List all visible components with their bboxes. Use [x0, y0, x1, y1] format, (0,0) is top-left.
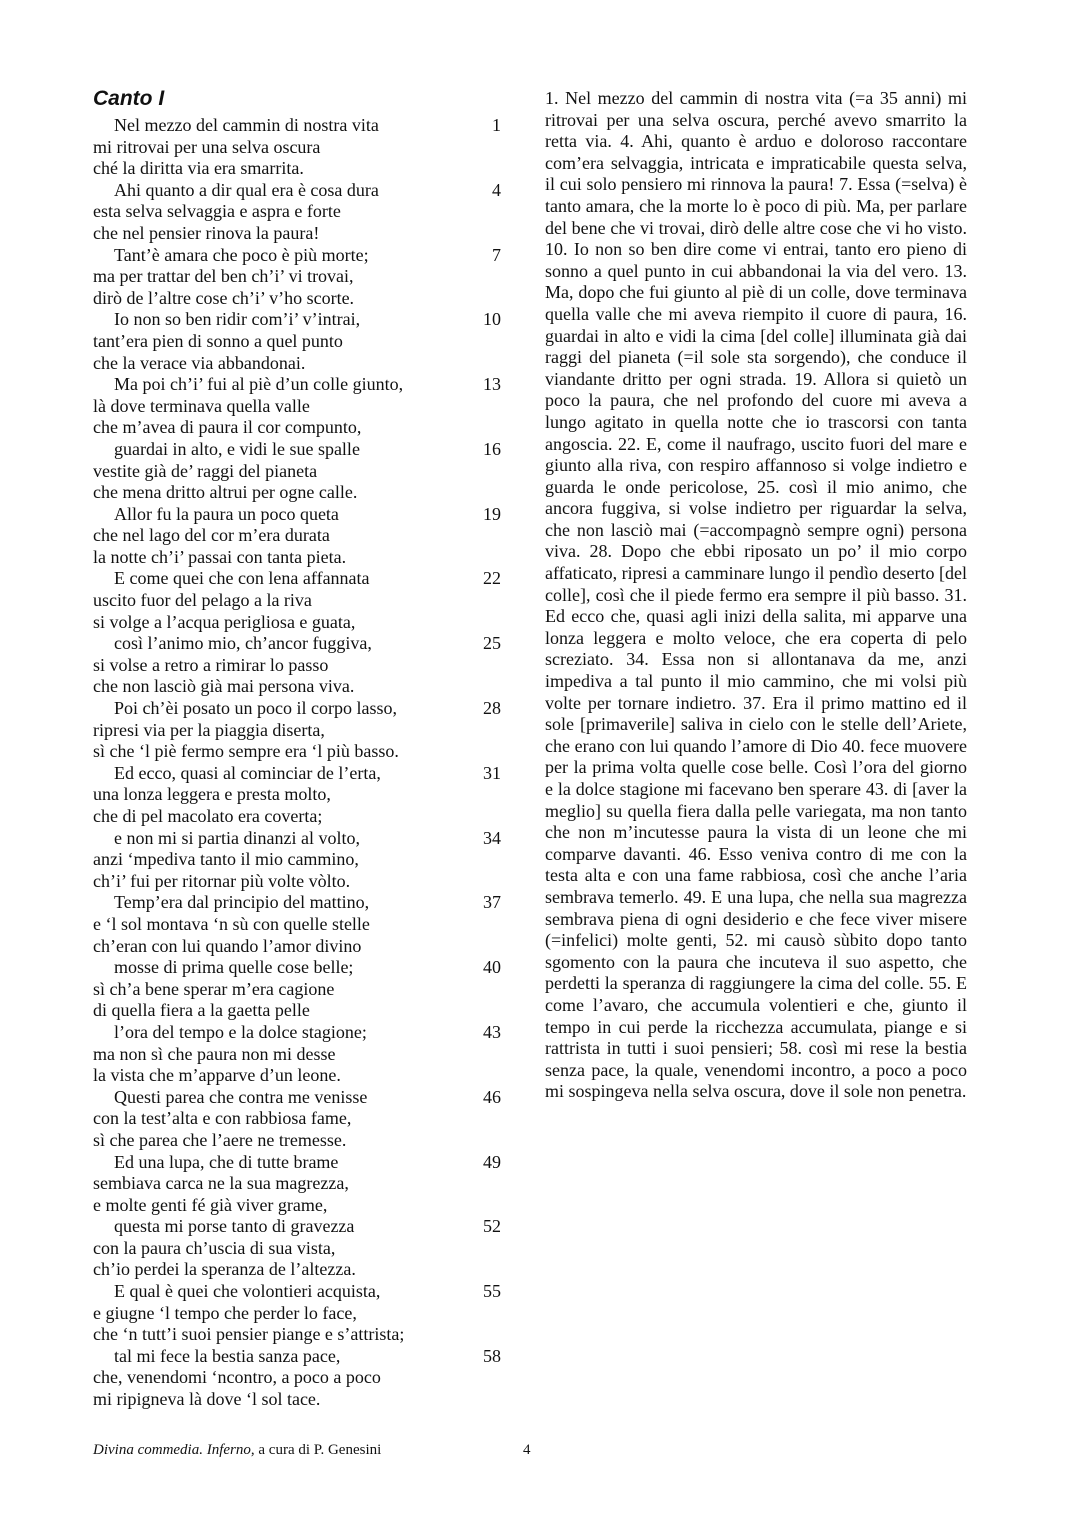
- tercet: [93, 309, 513, 374]
- verse-line-text: ch’i’ fui per ritornar più volte vòlto.: [93, 870, 351, 891]
- verse-line: [93, 137, 513, 159]
- verse-number: 49: [483, 1151, 501, 1172]
- tercet: [93, 1152, 513, 1217]
- verse-number: 4: [492, 179, 501, 200]
- verse-line: [93, 439, 513, 461]
- verse-line: [93, 914, 513, 936]
- tercet: [93, 374, 513, 439]
- verse-line: [93, 633, 513, 655]
- verse-line: [93, 1152, 513, 1174]
- verse-line-text: e giugne ‘l tempo che perder lo face,: [93, 1302, 357, 1323]
- verse-line-text: che mena dritto altrui per ogne calle.: [93, 482, 358, 503]
- verse-line: [93, 1324, 513, 1346]
- verse-line: [93, 1065, 513, 1087]
- verse-line: [93, 784, 513, 806]
- verse-line: [93, 936, 513, 958]
- verse-line: [93, 201, 513, 223]
- verse-line-text: Ed ecco, quasi al cominciar de l’erta,: [114, 762, 381, 783]
- tercet: [93, 1216, 513, 1281]
- verse-line: [93, 288, 513, 310]
- verse-line-text: che non lasciò già mai persona viva.: [93, 676, 355, 697]
- verse-line-text: ma non sì che paura non mi desse: [93, 1043, 336, 1064]
- verse-line: [93, 547, 513, 569]
- verse-line: [93, 1087, 513, 1109]
- tercet: [93, 1022, 513, 1087]
- verse-line: [93, 698, 513, 720]
- verse-line-text: dirò de l’altre cose ch’i’ v’ho scorte.: [93, 287, 355, 308]
- tercet: [93, 892, 513, 957]
- tercet: [93, 763, 513, 828]
- verse-number: 22: [483, 568, 501, 589]
- verse-line-text: che, venendomi ‘ncontro, a poco a poco: [93, 1367, 381, 1388]
- verse-line-text: che m’avea di paura il cor compunto,: [93, 417, 362, 438]
- tercet: [93, 1346, 513, 1411]
- verse-line: [93, 1195, 513, 1217]
- verse-line: [93, 590, 513, 612]
- verse-line-text: di quella fiera a la gaetta pelle: [93, 1000, 310, 1021]
- verse-number: 40: [483, 957, 501, 978]
- verse-line-text: che ‘n tutt’i suoi pensier piange e s’attrista;: [93, 1324, 405, 1345]
- verse-number: 28: [483, 698, 501, 719]
- verse-line: [93, 1044, 513, 1066]
- verse-line-text: anzi ‘mpediva tanto il mio cammino,: [93, 849, 359, 870]
- verse-line-text: sembiava carca ne la sua magrezza,: [93, 1173, 349, 1194]
- verse-number: 37: [483, 892, 501, 913]
- verse-line: [93, 245, 513, 267]
- verse-line: [93, 741, 513, 763]
- tercet: [93, 698, 513, 763]
- verse-line: [93, 331, 513, 353]
- verse-line: [93, 828, 513, 850]
- verse-line-text: e molte genti fé già viver grame,: [93, 1194, 328, 1215]
- tercet: [93, 1281, 513, 1346]
- verse-number: 55: [483, 1281, 501, 1302]
- verse-number: 1: [492, 115, 501, 135]
- verse-line-text: uscito fuor del pelago a la riva: [93, 590, 312, 611]
- verse-line-text: tal mi fece la bestia sanza pace,: [114, 1345, 341, 1366]
- verse-line-text: là dove terminava quella valle: [93, 395, 310, 416]
- verse-line-text: tant’era pien di sonno a quel punto: [93, 330, 343, 351]
- verse-line: [93, 1367, 513, 1389]
- verse-line: [93, 504, 513, 526]
- verse-line-text: Io non so ben ridir com’i’ v’intrai,: [114, 309, 361, 330]
- verse-line: [93, 849, 513, 871]
- tercet: [93, 633, 513, 698]
- tercet: [93, 180, 513, 245]
- verse-line-text: con la test’alta e con rabbiosa fame,: [93, 1108, 352, 1129]
- verse-line: [93, 266, 513, 288]
- footer-work-title: Divina commedia. Inferno: [93, 1442, 251, 1458]
- verse-line: [93, 461, 513, 483]
- verse-line: [93, 1346, 513, 1368]
- verse-line-text: sì che ‘l piè fermo sempre era ‘l più basso.: [93, 741, 399, 762]
- verse-line-text: Ed una lupa, che di tutte brame: [114, 1151, 339, 1172]
- verse-number: 43: [483, 1021, 501, 1042]
- footer-editor: , a cura di P. Genesini: [250, 1442, 382, 1458]
- verse-line: [93, 1000, 513, 1022]
- verse-line-text: Nel mezzo del cammin di nostra vita: [114, 115, 379, 135]
- verse-line-text: che nel pensier rinova la paura!: [93, 222, 320, 243]
- verse-line: [93, 115, 513, 137]
- verse-number: 52: [483, 1216, 501, 1237]
- verse-line-text: ripresi via per la piaggia diserta,: [93, 719, 325, 740]
- tercet: [93, 568, 513, 633]
- tercet: [93, 1087, 513, 1152]
- verse-line-text: che la verace via abbandonai.: [93, 352, 306, 373]
- verse-line: [93, 568, 513, 590]
- tercet: [93, 828, 513, 893]
- verse-number: 34: [483, 827, 501, 848]
- verse-number: 31: [483, 762, 501, 783]
- verse-line: [93, 1216, 513, 1238]
- verse-line-text: vestite già de’ raggi del pianeta: [93, 460, 318, 481]
- verse-line-text: ma per trattar del ben ch’i’ vi trovai,: [93, 266, 354, 287]
- verse-line: [93, 957, 513, 979]
- verse-line: [93, 525, 513, 547]
- verse-number: 58: [483, 1345, 501, 1366]
- verse-line-text: l’ora del tempo e la dolce stagione;: [114, 1021, 367, 1042]
- verse-line: [93, 871, 513, 893]
- verse-line-text: Tant’è amara che poco è più morte;: [114, 244, 369, 265]
- verse-line-text: e ‘l sol montava ‘n sù con quelle stelle: [93, 913, 370, 934]
- verse-line: [93, 676, 513, 698]
- verse-line: [93, 1389, 513, 1411]
- verse-line: [93, 720, 513, 742]
- verse-line-text: la vista che m’apparve d’un leone.: [93, 1065, 341, 1086]
- verse-line-text: così l’animo mio, ch’ancor fuggiva,: [114, 633, 372, 654]
- commentary-paragraph: 1. Nel mezzo del cammin di nostra vita (=a 35 anni) mi ritrovai per una selva oscura, perché avevo smarrito la retta via. 4. Ahi, quanto è arduo e doloroso raccontare com’era selvaggia, intricata e impraticabile questa selva, il cui solo pensiero mi rinnova la paura! 7. Essa (=selva) è tanto amara, che la morte lo è poco di più. Ma, per parlare del bene che vi trovai, dirò delle altre cose che vi ho visto. 10. Io non so ben dire come vi entrai, tanto ero pieno di sonno a quel punto in cui abbandonai la via del vero. 13. Ma, dopo che fui giunto al piè di un colle, dove terminava quella valle che mi aveva riempito il cuore di paura, 16. guardai in alto e vidi la cima [del colle] illuminata già dai raggi del pianeta (=il sole sta sorgendo), che conduce il viandante dritto per ogni strada. 19. Allora si quietò un poco la paura, che nel profondo del cuore mi aveva a lungo agitato in quella notte che io trascorsi con tanta angoscia. 22. E, come il naufrago, uscito fuori del mare e giunto alla riva, con respiro affannoso si volge indietro e guarda le onde pericolose, 25. così il mio animo, che ancora fuggiva, si volse indietro per riguardar la selva, che non lasciò mai (=accompagnò sempre ogni) persona viva. 28. Dopo che ebbi riposato un po’ il mio corpo affaticato, ripresi a camminare lungo il pendìo deserto [del colle], così che il piede fermo era sempre il più basso. 31. Ed ecco che, quasi agli inizi della salita, mi apparve una lonza leggera e molto veloce, che era coperta di pelo screziato. 34. Essa non si allontanava da me, anzi impediva a tal punto il mio cammino, che mi volsi più volte per tornare indietro. 37. Era il primo mattino ed il sole [primaverile] saliva in cielo con le stelle dell’Ariete, che erano con lui quando l’amore di Dio 40. fece muovere per la prima volta quelle cose belle. Così l’ora del giorno e la dolce stagione mi facevano ben sperare 43. di [aver la meglio] su quella fiera dalla pelle variegata, ma non tanto che non m’incutesse paura la vista di un leone che mi comparve davanti. 46. Esso veniva contro di me con la testa alta e con una fame rabbiosa, così che anche l’aria sembrava temerlo. 49. E una lupa, che nella sua magrezza sembrava piena di ogni desiderio e che fece viver misere (=infelici) molte genti, 52. mi causò sùbito dopo tanto sgomento con la paura che incuteva il suo aspetto, che perdetti la speranza di raggiungere la cima del colle. 55. E come l’avaro, che accumula volentieri e che, giunto il tempo in cui perde la ricchezza accumulata, piange e si rattrista in tutti i suoi pensieri; 58. così mi rese la bestia senza pace, la quale, venendomi incontro, a poco a poco mi sospingeva nella selva oscura, dove il sole non penetra.: [545, 88, 968, 1102]
- tercet: [93, 439, 513, 504]
- verse-line-text: e non mi si partia dinanzi al volto,: [114, 827, 360, 848]
- verse-line-text: Ahi quanto a dir qual era è cosa dura: [114, 179, 379, 200]
- verse-line-text: E qual è quei che volontieri acquista,: [114, 1281, 381, 1302]
- verse-line-text: Temp’era dal principio del mattino,: [114, 892, 370, 913]
- verse-number: 16: [483, 438, 501, 459]
- verse-line: [93, 1281, 513, 1303]
- verse-line-text: Poi ch’èi posato un poco il corpo lasso,: [114, 698, 397, 719]
- verse-line-text: con la paura ch’uscia di sua vista,: [93, 1237, 336, 1258]
- verse-line: [93, 1022, 513, 1044]
- verse-number: 13: [483, 374, 501, 395]
- verse-line: [93, 1173, 513, 1195]
- verse-line: [93, 223, 513, 245]
- tercet: [93, 115, 513, 180]
- verse-line-text: sì che parea che l’aere ne tremesse.: [93, 1129, 347, 1150]
- verse-line: [93, 892, 513, 914]
- verse-line-text: guardai in alto, e vidi le sue spalle: [114, 438, 360, 459]
- verse-line-text: Questi parea che contra me venisse: [114, 1086, 368, 1107]
- tercet: [93, 504, 513, 569]
- verse-line: [93, 396, 513, 418]
- verse-line: [93, 1303, 513, 1325]
- verse-number: 46: [483, 1086, 501, 1107]
- verse-line-text: E come quei che con lena affannata: [114, 568, 370, 589]
- verse-line: [93, 482, 513, 504]
- verse-number: 25: [483, 633, 501, 654]
- verse-line-text: mosse di prima quelle cose belle;: [114, 957, 354, 978]
- verse-line-text: si volge a l’acqua perigliosa e guata,: [93, 611, 356, 632]
- verse-line: [93, 1108, 513, 1130]
- verse-line: [93, 353, 513, 375]
- page-number: 4: [523, 1442, 531, 1458]
- verse-line: [93, 1259, 513, 1281]
- verse-line: [93, 180, 513, 202]
- tercet: [93, 245, 513, 310]
- verse-line-text: ch’io perdei la speranza de l’altezza.: [93, 1259, 356, 1280]
- canto-title: Canto I: [93, 87, 165, 110]
- verse-line: [93, 655, 513, 677]
- verse-line: [93, 763, 513, 785]
- verse-line-text: mi ripigneva là dove ‘l sol tace.: [93, 1389, 321, 1410]
- verse-text: [93, 115, 513, 1411]
- verse-line-text: sì ch’a bene sperar m’era cagione: [93, 978, 335, 999]
- verse-line-text: che di pel macolato era coverta;: [93, 806, 323, 826]
- verse-line-text: questa mi porse tanto di gravezza: [114, 1216, 355, 1237]
- verse-line-text: Ma poi ch’i’ fui al piè d’un colle giunto,: [114, 374, 404, 395]
- verse-line: [93, 979, 513, 1001]
- verse-line-text: che nel lago del cor m’era durata: [93, 525, 330, 546]
- verse-line-text: una lonza leggera e presta molto,: [93, 784, 331, 805]
- verse-line: [93, 309, 513, 331]
- verse-line: [93, 1130, 513, 1152]
- verse-line: [93, 158, 513, 180]
- verse-number: 19: [483, 503, 501, 524]
- verse-line-text: esta selva selvaggia e aspra e forte: [93, 201, 341, 222]
- verse-line-text: ché la diritta via era smarrita.: [93, 158, 304, 179]
- verse-line-text: la notte ch’i’ passai con tanta pieta.: [93, 546, 347, 567]
- verse-line: [93, 417, 513, 439]
- verse-line-text: si volse a retro a rimirar lo passo: [93, 654, 329, 675]
- verse-line-text: Allor fu la paura un poco queta: [114, 503, 339, 524]
- verse-line: [93, 1238, 513, 1260]
- verse-number: 10: [483, 309, 501, 330]
- footer-citation: [93, 1441, 381, 1459]
- verse-line-text: mi ritrovai per una selva oscura: [93, 136, 321, 157]
- tercet: [93, 957, 513, 1022]
- verse-line: [93, 374, 513, 396]
- verse-line: [93, 806, 513, 828]
- verse-line-text: ch’eran con lui quando l’amor divino: [93, 935, 362, 956]
- verse-number: 7: [492, 244, 501, 265]
- verse-line: [93, 612, 513, 634]
